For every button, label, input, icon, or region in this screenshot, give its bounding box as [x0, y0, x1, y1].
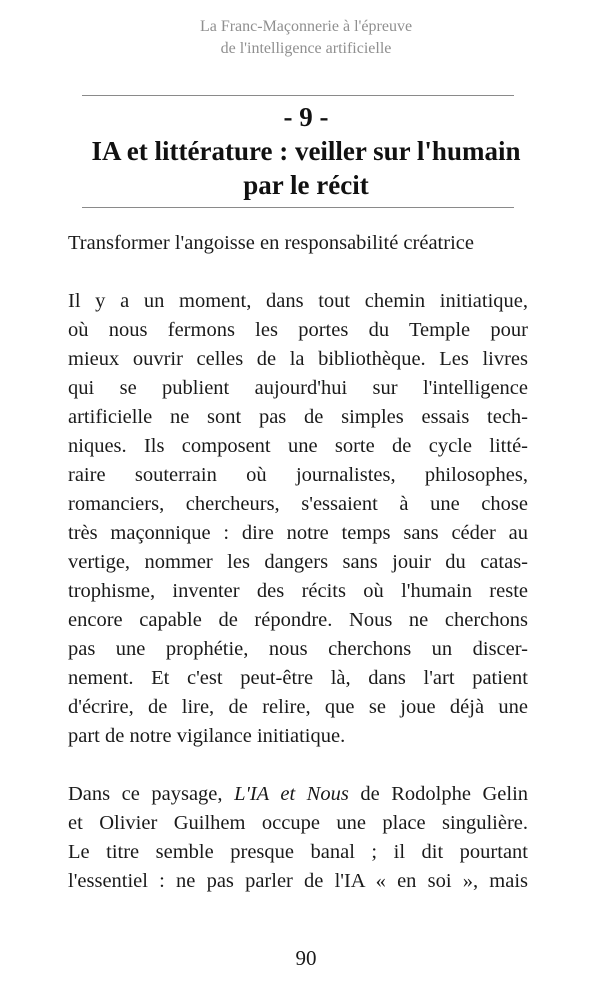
paragraph-1-line: vertige, nommer les dangers sans jouir du catas- — [68, 551, 528, 573]
paragraph-1-line: qui se publient aujourd'hui sur l'intelligence — [68, 377, 528, 399]
paragraph-1-line: très maçonnique : dire notre temps sans céder au — [68, 522, 528, 544]
paragraph-2-text: Dans ce paysage, — [68, 783, 223, 805]
chapter-number: - 9 - — [283, 102, 329, 132]
paragraph-2-line: Le titre semble presque banal ; il dit pourtant — [68, 841, 528, 863]
chapter-title-line-1: IA et littérature : veiller sur l'humain — [91, 136, 521, 166]
paragraph-1-line: encore capable de répondre. Nous ne cherchons — [68, 609, 528, 631]
section-subtitle-text: Transformer l'angoisse en responsabilité créatrice — [68, 232, 474, 254]
body-text — [68, 229, 528, 925]
paragraph-1-line: artificielle ne sont pas de simples essais tech- — [68, 406, 528, 428]
paragraph-2-line — [68, 780, 528, 809]
paragraph-2 — [68, 780, 528, 896]
chapter-title-line-2: par le récit — [243, 170, 369, 200]
page-number: 90 — [295, 946, 317, 970]
paragraph-1-line: Il y a un moment, dans tout chemin initiatique, — [68, 290, 528, 312]
paragraph-1-line: pas une prophétie, nous cherchons un discer- — [68, 638, 528, 660]
paragraph-1-line: romanciers, chercheurs, s'essaient à une chose — [68, 493, 528, 515]
paragraph-1-line: où nous fermons les portes du Temple pour — [68, 319, 528, 341]
chapter-bottom-rule — [82, 207, 514, 208]
paragraph-1-line: part de notre vigilance initiatique. — [68, 725, 346, 747]
paragraph-1-line: trophisme, inventer des récits où l'humain reste — [68, 580, 528, 602]
paragraph-2-line: l'essentiel : ne pas parler de l'IA « en soi », mais — [68, 870, 528, 892]
chapter-top-rule — [82, 95, 514, 96]
running-head — [0, 16, 612, 60]
paragraph-1-line: nement. Et c'est peut-être là, dans l'art patient — [68, 667, 528, 689]
chapter-heading — [0, 100, 612, 202]
section-subtitle — [68, 229, 528, 258]
paragraph-2-text: de Rodolphe Gelin — [360, 783, 529, 805]
book-title: L'IA et Nous — [234, 783, 349, 805]
running-head-line-2: de l'intelligence artificielle — [220, 40, 392, 57]
paragraph-1-line: raire souterrain où journalistes, philosophes, — [68, 464, 528, 486]
paragraph-2-line: et Olivier Guilhem occupe une place singulière. — [68, 812, 528, 834]
paragraph-1-line: niques. Ils composent une sorte de cycle litté- — [68, 435, 528, 457]
running-head-line-1: La Franc-Maçonnerie à l'épreuve — [199, 18, 413, 35]
paragraph-1-line: d'écrire, de lire, de relire, que se joue déjà une — [68, 696, 528, 718]
paragraph-1-line: mieux ouvrir celles de la bibliothèque. Les livres — [68, 348, 528, 370]
paragraph-1 — [68, 287, 528, 751]
